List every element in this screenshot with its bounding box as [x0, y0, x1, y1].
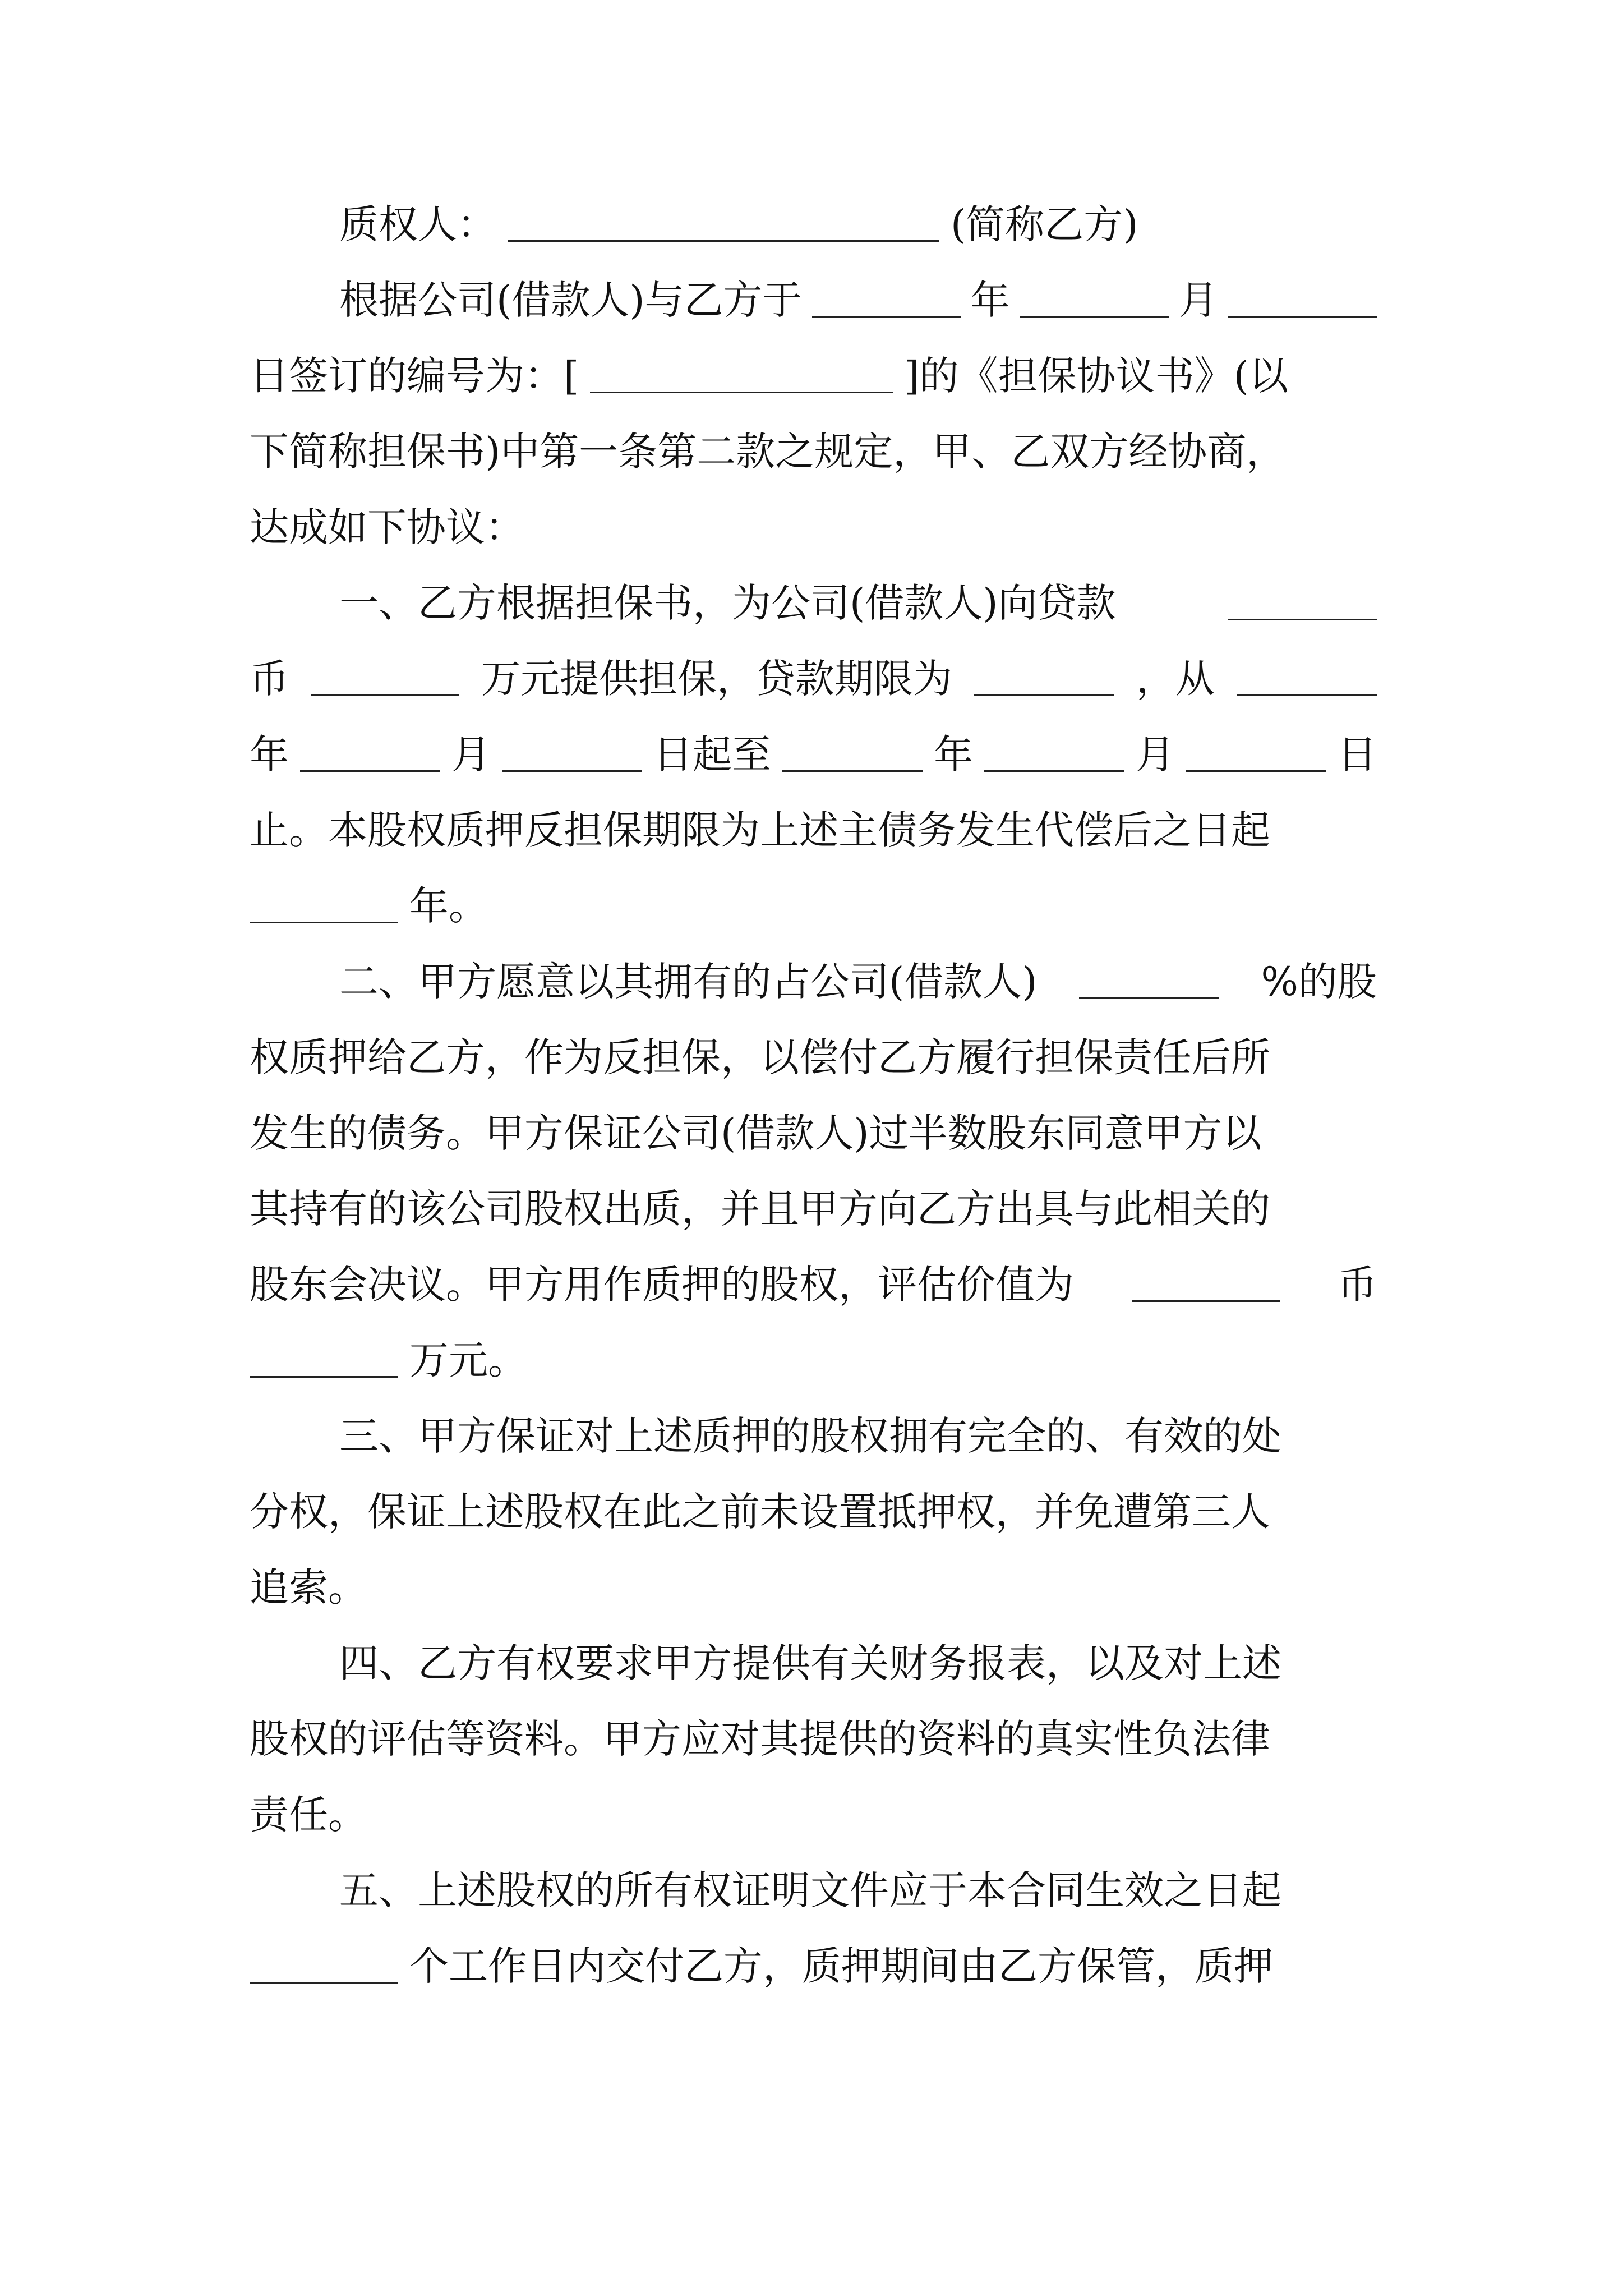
clause5-line-1 — [339, 1860, 1377, 1921]
amount-blank — [311, 683, 459, 696]
clause1-line-2 — [250, 648, 1377, 710]
clause-text: 止。本股权质押反担保期限为上述主债务发生代偿后之日起 — [250, 807, 1270, 853]
intro-text: 下简称担保书)中第一条第二款之规定，甲、乙双方经协商， — [250, 429, 1286, 475]
clause-text: 股权的评估等资料。甲方应对其提供的资料的真实性负法律 — [250, 1716, 1270, 1762]
clause4-line-2 — [250, 1708, 1377, 1770]
contract-number-blank — [590, 380, 893, 393]
currency-blank — [1228, 608, 1377, 620]
month-blank — [1020, 305, 1169, 318]
pledgee-line — [339, 194, 1377, 255]
clause1-line-3 — [250, 724, 1377, 785]
clause-text: 年。 — [409, 883, 488, 929]
clause-text: 年 — [250, 731, 289, 777]
clause1-line-5 — [250, 875, 1377, 937]
clause-text: 月 — [1136, 731, 1175, 777]
clause1-line-4 — [250, 799, 1377, 861]
clause-text: 其持有的该公司股权出质，并且甲方向乙方出具与此相关的 — [250, 1186, 1270, 1232]
day-blank — [1228, 305, 1377, 318]
intro-text: 年 — [970, 277, 1010, 323]
end-day-blank — [1186, 759, 1326, 772]
clause-text: 月 — [451, 731, 491, 777]
intro-text: ]的《担保协议书》(以 — [904, 353, 1288, 399]
share-percent-blank — [1079, 986, 1219, 999]
valuation-amount-blank — [250, 1365, 398, 1378]
clause5-line-2 — [250, 1935, 1377, 1997]
clause2-line-2 — [250, 1027, 1377, 1088]
clause2-line-3 — [250, 1102, 1377, 1164]
intro-text: 达成如下协议： — [250, 504, 524, 550]
clause3-line-2 — [250, 1481, 1377, 1543]
clause-text: 日 — [1338, 731, 1377, 777]
pledgee-suffix: (简称乙方) — [951, 201, 1138, 247]
intro-line-4 — [250, 496, 1377, 558]
term-blank — [974, 683, 1114, 696]
guarantee-years-blank — [250, 910, 398, 923]
clause-text: 发生的债务。甲方保证公司(借款人)过半数股东同意甲方以 — [250, 1110, 1262, 1156]
clause-text: 四、乙方有权要求甲方提供有关财务报表，以及对上述 — [339, 1640, 1281, 1686]
clause-text: 币 — [250, 656, 289, 702]
clause3-line-3 — [250, 1557, 1377, 1618]
clause2-line-6 — [250, 1329, 1377, 1391]
clause2-line-1 — [339, 951, 1377, 1013]
clause-text: ，从 — [1136, 656, 1215, 702]
intro-line-3 — [250, 421, 1377, 482]
clause-text: 股东会决议。甲方用作质押的股权，评估价值为 — [250, 1262, 1074, 1308]
clause2-line-5 — [250, 1254, 1377, 1315]
start-year-blank — [1237, 683, 1377, 696]
clause4-line-3 — [250, 1784, 1377, 1846]
clause-text: 分权，保证上述股权在此之前未设置抵押权，并免遭第三人 — [250, 1489, 1270, 1535]
clause-text: 三、甲方保证对上述质押的股权拥有完全的、有效的处 — [339, 1413, 1281, 1459]
clause-text: 责任。 — [250, 1792, 367, 1838]
start-month-blank — [300, 759, 440, 772]
clause3-line-1 — [339, 1405, 1377, 1467]
clause-text: 年 — [934, 731, 973, 777]
clause-text: 二、甲方愿意以其拥有的占公司(借款人) — [339, 959, 1038, 1005]
working-days-blank — [250, 1971, 398, 1984]
end-year-blank — [782, 759, 923, 772]
clause-text: 权质押给乙方，作为反担保，以偿付乙方履行担保责任后所 — [250, 1034, 1270, 1080]
clause-text: 万元提供担保，贷款期限为 — [481, 656, 952, 702]
clause-text: 万元。 — [409, 1337, 527, 1383]
clause2-line-4 — [250, 1178, 1377, 1240]
clause-text: 日起至 — [653, 731, 771, 777]
start-day-blank — [502, 759, 642, 772]
clause-text: 一、乙方根据担保书，为公司(借款人)向贷款 — [339, 580, 1116, 626]
intro-text: 月 — [1178, 277, 1218, 323]
intro-line-1 — [339, 269, 1377, 331]
clause1-line-1 — [339, 572, 1377, 634]
clause4-line-1 — [339, 1632, 1377, 1694]
year-blank — [812, 305, 961, 318]
clause-text: 个工作日内交付乙方，质押期间由乙方保管，质押 — [409, 1943, 1273, 1989]
clause-text: %的股 — [1261, 959, 1377, 1005]
intro-line-2 — [250, 345, 1377, 407]
valuation-currency-blank — [1132, 1289, 1280, 1302]
pledgee-name-blank — [508, 229, 939, 242]
clause-text: 币 — [1338, 1262, 1377, 1308]
intro-text: 根据公司(借款人)与乙方于 — [339, 277, 802, 323]
clause-text: 追索。 — [250, 1565, 367, 1611]
pledgee-label: 质权人： — [339, 201, 496, 247]
clause-text: 五、上述股权的所有权证明文件应于本合同生效之日起 — [339, 1867, 1281, 1913]
intro-text: 日签订的编号为：[ — [250, 353, 579, 399]
end-month-blank — [984, 759, 1124, 772]
